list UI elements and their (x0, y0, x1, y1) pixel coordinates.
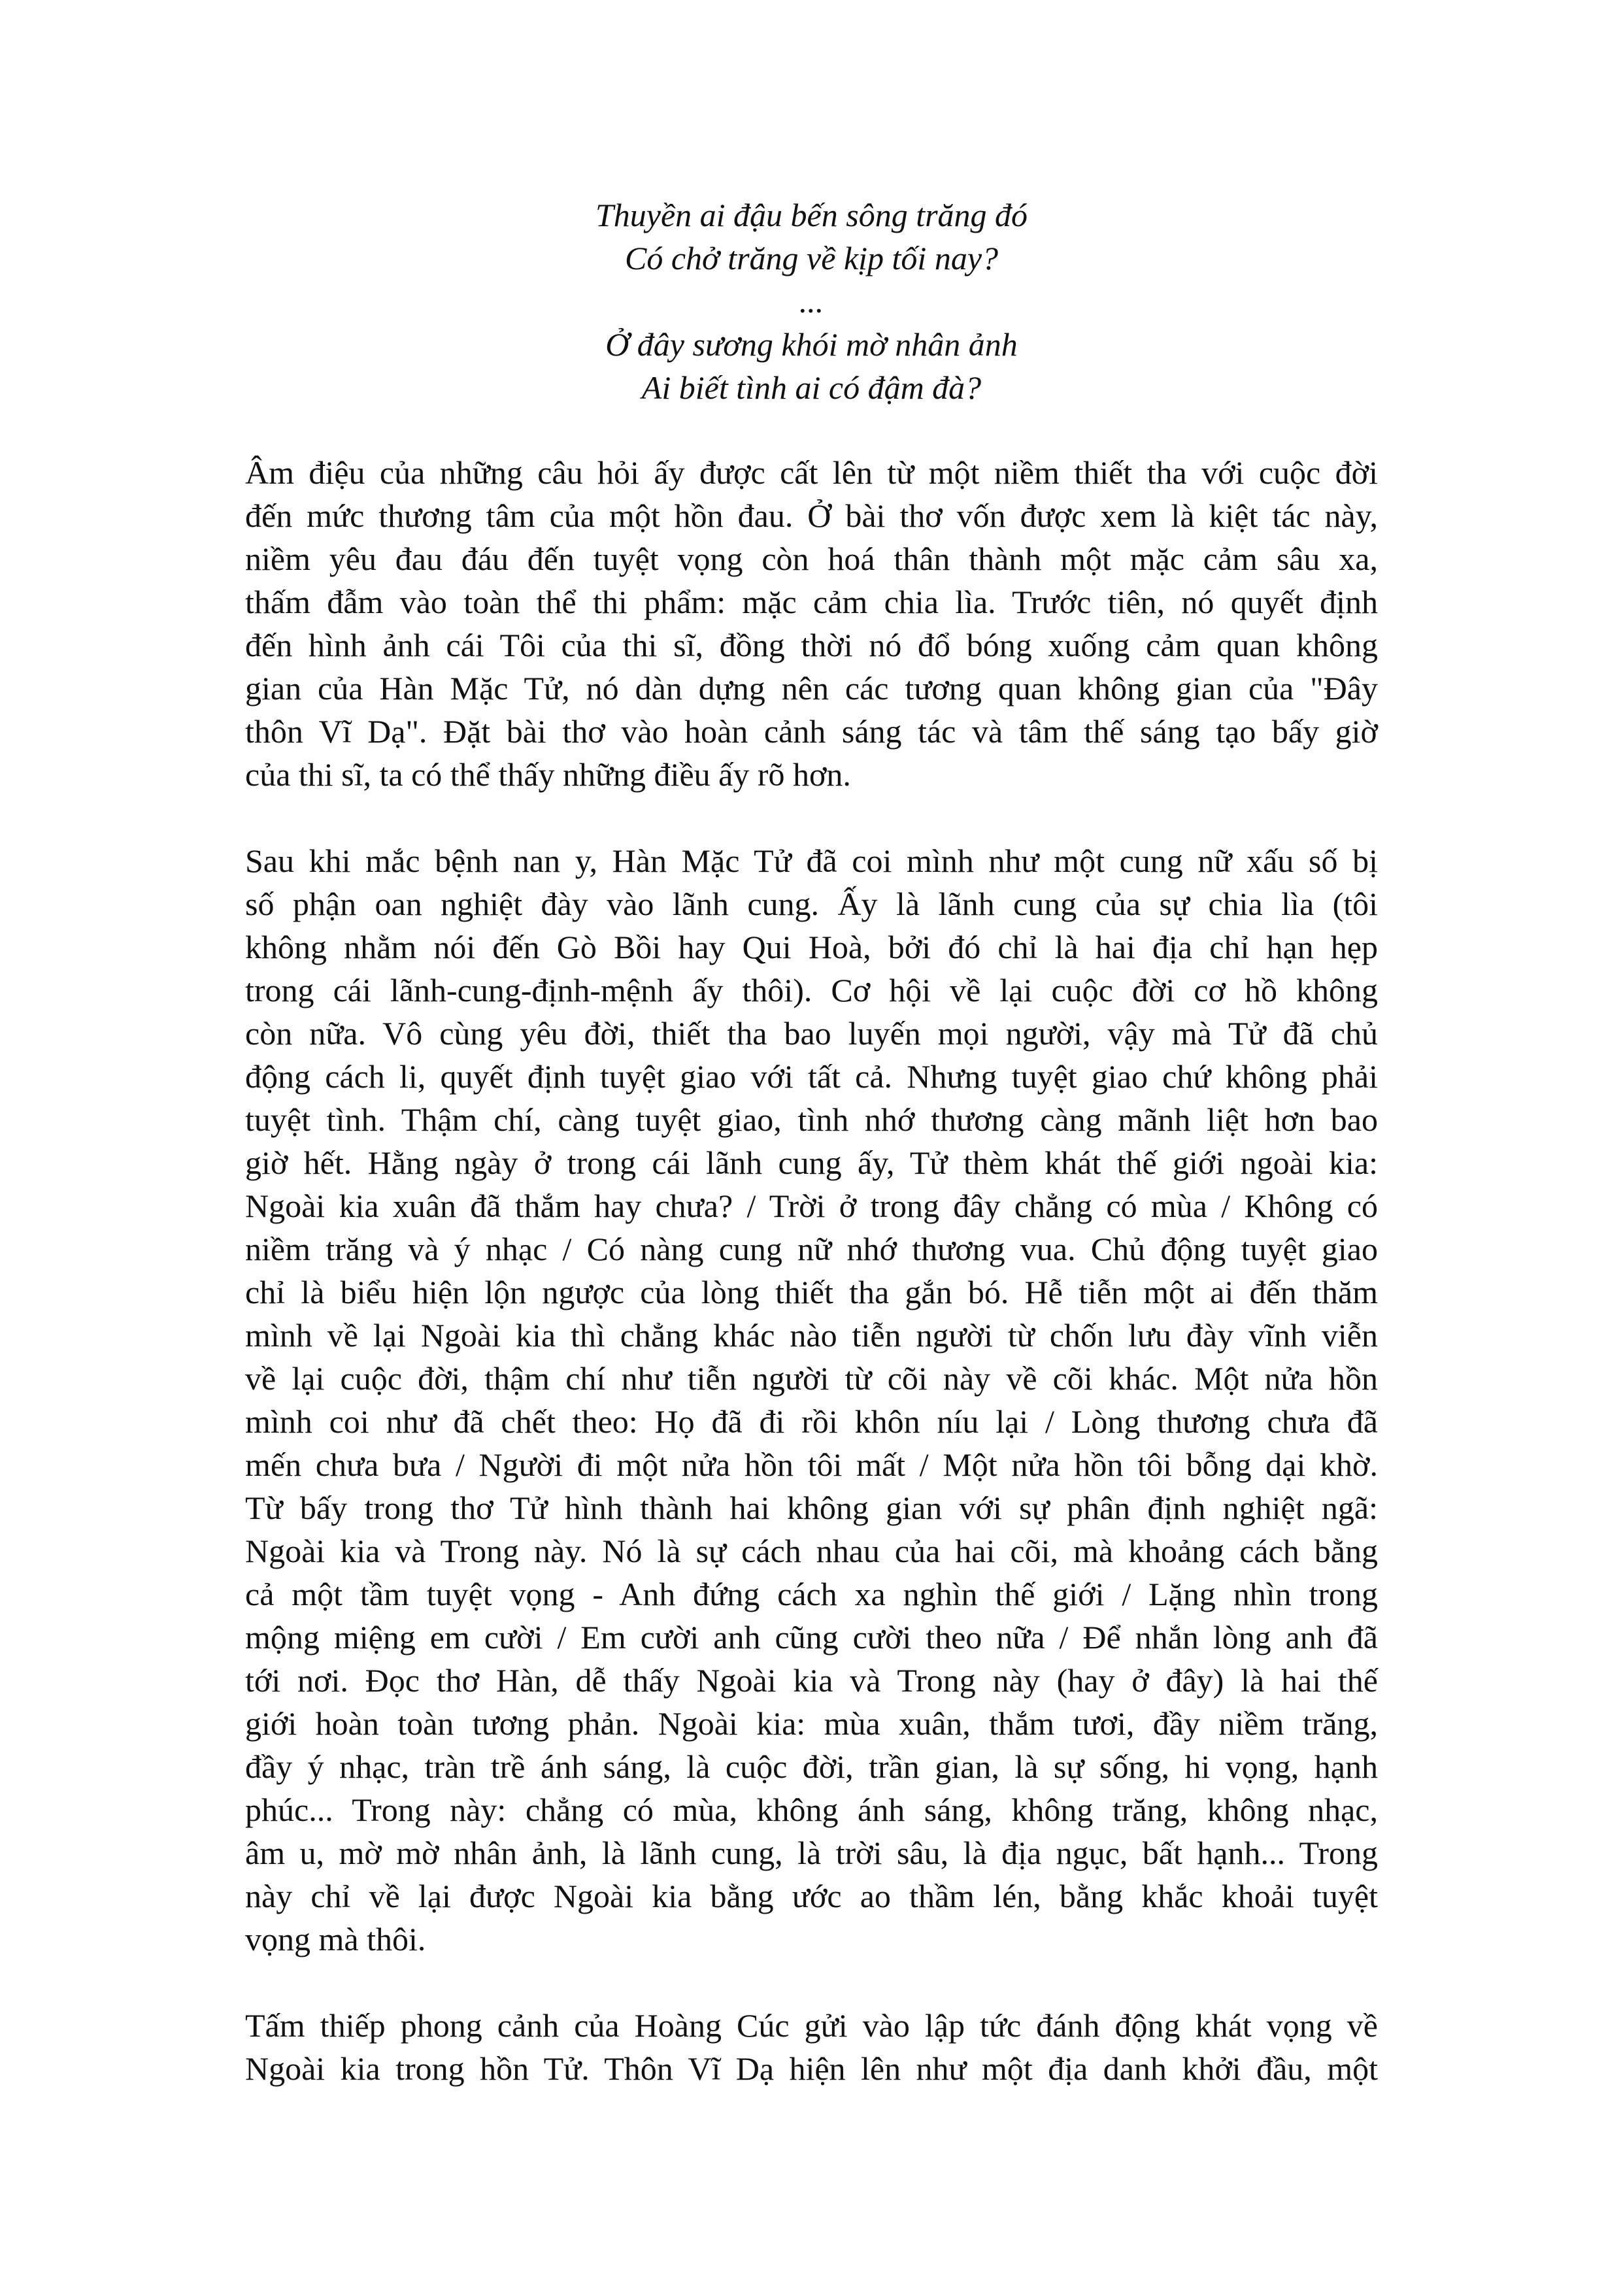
poem-excerpt (0, 193, 1623, 409)
text-line: gian của Hàn Mặc Tử, nó dàn dựng nên các tương quan không gian của "Đây (245, 670, 1378, 707)
text-line: mến chưa bưa / Người đi một nửa hồn tôi mất / Một nửa hồn tôi bỗng dại khờ. (245, 1446, 1378, 1483)
poem-line: ... (799, 283, 824, 320)
text-line: giới hoàn toàn tương phản. Ngoài kia: mùa xuân, thắm tươi, đầy niềm trăng, (245, 1705, 1378, 1742)
text-line: đầy ý nhạc, tràn trề ánh sáng, là cuộc đời, trần gian, là sự sống, hi vọng, hạnh (245, 1748, 1378, 1785)
text-line: niềm trăng và ý nhạc / Có nàng cung nữ nhớ thương vua. Chủ động tuyệt giao (245, 1231, 1378, 1267)
text-line: trong cái lãnh-cung-định-mệnh ấy thôi). Cơ hội về lại cuộc đời cơ hồ không (245, 972, 1378, 1008)
poem-line: Có chở trăng về kịp tối nay? (624, 240, 999, 276)
body-text (245, 451, 1378, 2133)
text-line: Sau khi mắc bệnh nan y, Hàn Mặc Tử đã coi mình như một cung nữ xấu số bị (245, 842, 1378, 879)
text-line: âm u, mờ mờ nhân ảnh, là lãnh cung, là trời sâu, là địa ngục, bất hạnh... Trong (245, 1835, 1378, 1871)
text-line: đến hình ảnh cái Tôi của thi sĩ, đồng thời nó đổ bóng xuống cảm quan không (245, 627, 1378, 663)
text-line: này chỉ về lại được Ngoài kia bằng ước ao thầm lén, bằng khắc khoải tuyệt (245, 1878, 1378, 1914)
text-line: thôn Vĩ Dạ". Đặt bài thơ vào hoàn cảnh sáng tác và tâm thế sáng tạo bấy giờ (245, 713, 1378, 750)
text-line: Ngoài kia và Trong này. Nó là sự cách nhau của hai cõi, mà khoảng cách bằng (245, 1533, 1378, 1569)
text-line: mình về lại Ngoài kia thì chẳng khác nào tiễn người từ chốn lưu đày vĩnh viễn (245, 1317, 1378, 1354)
text-line: Tấm thiếp phong cảnh của Hoàng Cúc gửi vào lập tức đánh động khát vọng về (245, 2007, 1378, 2044)
text-line: phúc... Trong này: chẳng có mùa, không ánh sáng, không trăng, không nhạc, (245, 1791, 1378, 1828)
paragraph-1 (245, 451, 1378, 796)
text-line: tuyệt tình. Thậm chí, càng tuyệt giao, tình nhớ thương càng mãnh liệt hơn bao (245, 1101, 1378, 1138)
text-line: chỉ là biểu hiện lộn ngược của lòng thiết tha gắn bó. Hễ tiễn một ai đến thăm (245, 1274, 1378, 1310)
text-line: thấm đẫm vào toàn thể thi phẩm: mặc cảm chia lìa. Trước tiên, nó quyết định (245, 584, 1378, 620)
poem-line: Thuyền ai đậu bến sông trăng đó (595, 197, 1028, 233)
text-line: Từ bấy trong thơ Tử hình thành hai không gian với sự phân định nghiệt ngã: (245, 1489, 1378, 1526)
text-line: cả một tầm tuyệt vọng - Anh đứng cách xa nghìn thế giới / Lặng nhìn trong (245, 1576, 1378, 1612)
text-line: mộng miệng em cười / Em cười anh cũng cười theo nữa / Để nhắn lòng anh đã (245, 1619, 1378, 1655)
text-line: đến mức thương tâm của một hồn đau. Ở bài thơ vốn được xem là kiệt tác này, (245, 497, 1378, 534)
text-line: không nhằm nói đến Gò Bồi hay Qui Hoà, bởi đó chỉ là hai địa chỉ hạn hẹp (245, 929, 1378, 965)
text-line: Âm điệu của những câu hỏi ấy được cất lên từ một niềm thiết tha với cuộc đời (245, 454, 1378, 491)
text-line: tới nơi. Đọc thơ Hàn, dễ thấy Ngoài kia và Trong này (hay ở đây) là hai thế (245, 1662, 1378, 1699)
poem-line: Ở đây sương khói mờ nhân ảnh (605, 326, 1018, 363)
text-line: về lại cuộc đời, thậm chí như tiễn người từ cõi này về cõi khác. Một nửa hồn (245, 1360, 1378, 1397)
paragraph-2 (245, 839, 1378, 1961)
text-line: mình coi như đã chết theo: Họ đã đi rồi khôn níu lại / Lòng thương chưa đã (245, 1403, 1378, 1440)
text-line: niềm yêu đau đáu đến tuyệt vọng còn hoá thân thành một mặc cảm sâu xa, (245, 541, 1378, 577)
text-line: giờ hết. Hằng ngày ở trong cái lãnh cung ấy, Tử thèm khát thế giới ngoài kia: (245, 1144, 1378, 1181)
text-line: Ngoài kia trong hồn Tử. Thôn Vĩ Dạ hiện lên như một địa danh khởi đầu, một (245, 2050, 1378, 2087)
text-line: vọng mà thôi. (245, 1921, 426, 1957)
text-line: của thi sĩ, ta có thể thấy những điều ấy rõ hơn. (245, 756, 851, 793)
text-line: Ngoài kia xuân đã thắm hay chưa? / Trời ở trong đây chẳng có mùa / Không có (245, 1188, 1378, 1224)
paragraph-3 (245, 2004, 1378, 2090)
poem-line: Ai biết tình ai có đậm đà? (641, 369, 982, 406)
text-line: số phận oan nghiệt đày vào lãnh cung. Ấy là lãnh cung của sự chia lìa (tôi (245, 886, 1378, 922)
text-line: còn nữa. Vô cùng yêu đời, thiết tha bao luyến mọi người, vậy mà Tử đã chủ (245, 1015, 1378, 1052)
text-line: động cách li, quyết định tuyệt giao với tất cả. Nhưng tuyệt giao chứ không phải (245, 1058, 1378, 1095)
